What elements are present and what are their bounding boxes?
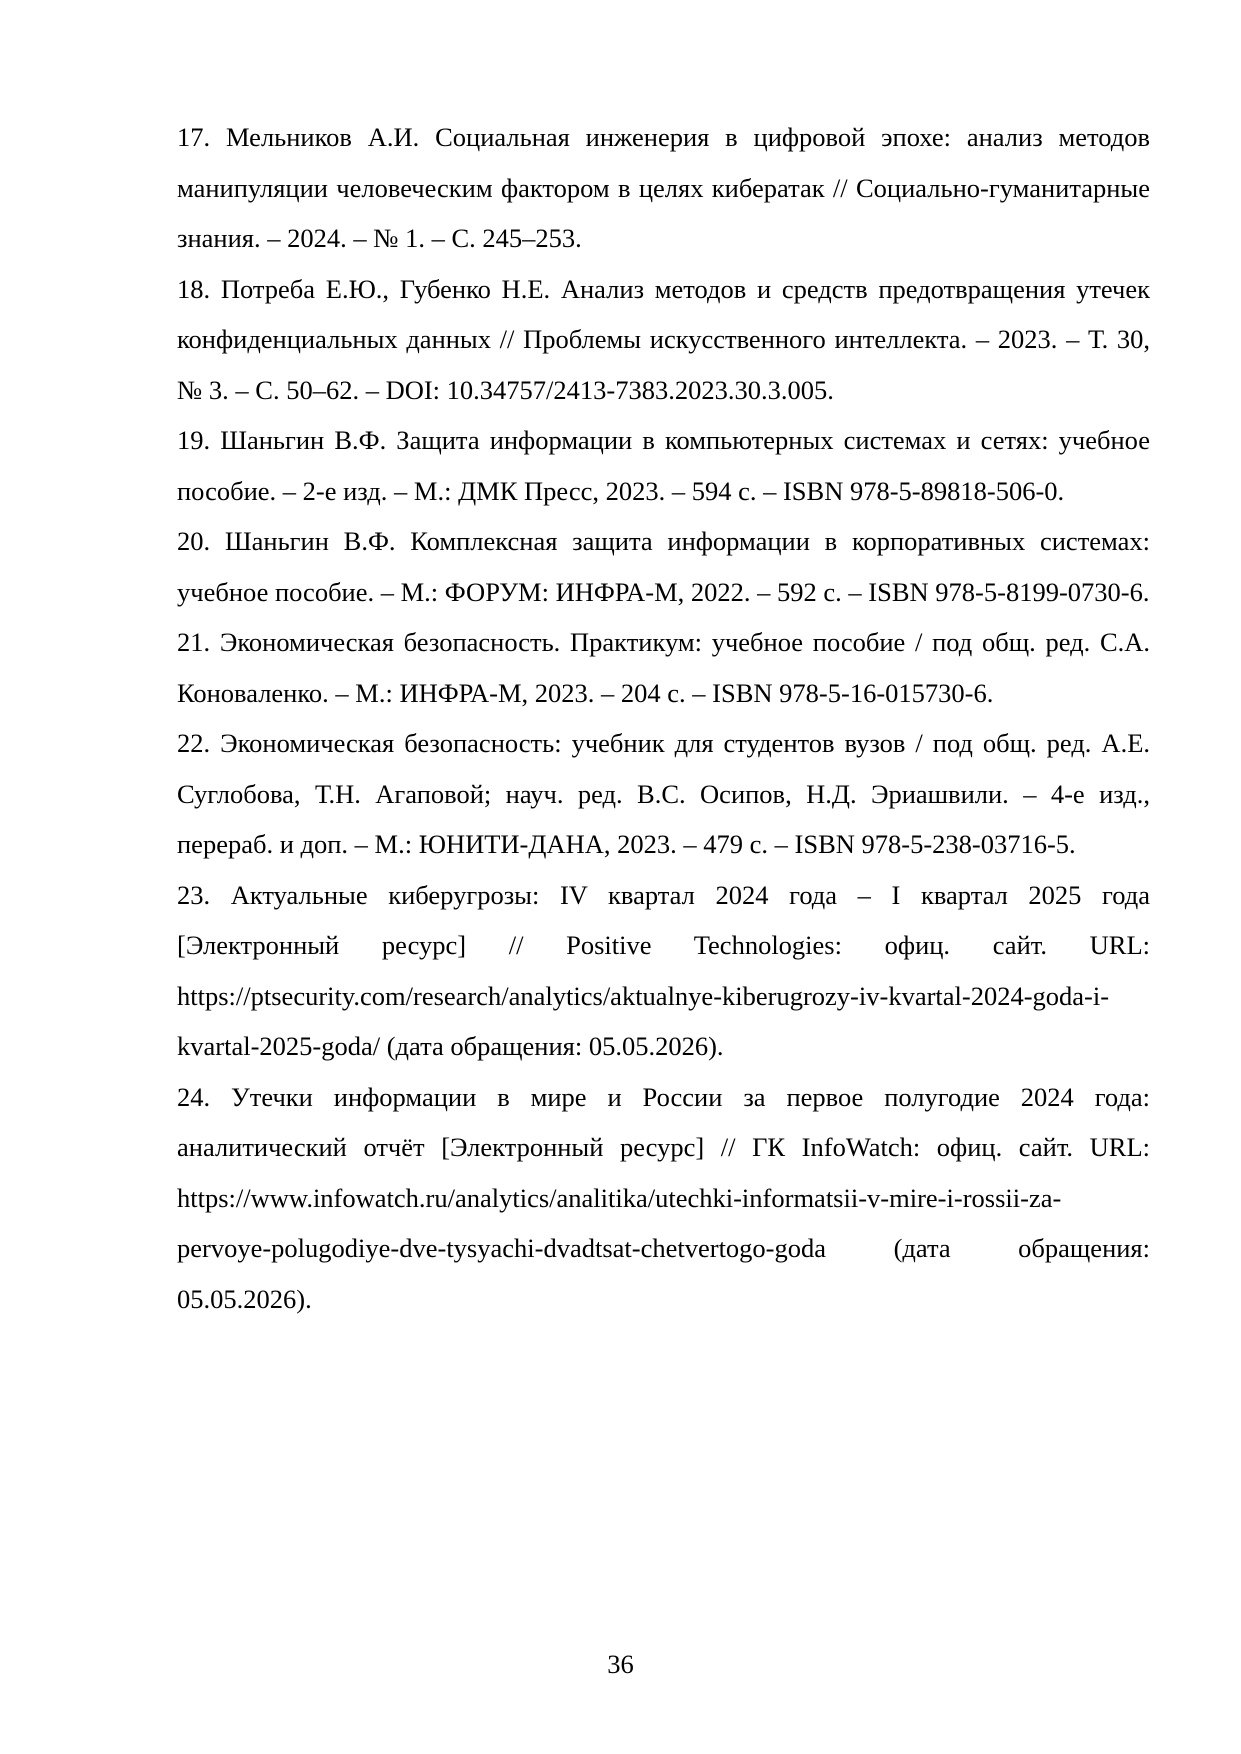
reference-number: 17.: [177, 122, 211, 152]
reference-number: 22.: [177, 728, 211, 758]
reference-item-21: [177, 617, 1150, 718]
reference-number: 24.: [177, 1081, 211, 1112]
reference-number: 23.: [177, 879, 211, 910]
reference-item-23: [177, 870, 1150, 1072]
reference-number: 19.: [177, 425, 211, 455]
reference-number: 20.: [177, 526, 211, 556]
reference-text: Актуальные киберугрозы: IV квартал 2024 года – I квартал 2025 года [Электронный ресурс] // Positive Technologies: офиц. сайт. URL: https://ptsecurity.com/research/analytics/aktualnye-kiberugrozy-iv-kvartal-2024-goda-i-kvartal-2025-goda/ (дата обращения: 05.05.2026).: [177, 879, 1150, 1061]
reference-text: Экономическая безопасность. Практикум: учебное пособие / под общ. ред. С.А. Коноваленко. – М.: ИНФРА-М, 2023. – 204 с. – ISBN 978-5-16-015730-6.: [177, 627, 1151, 708]
reference-item-17: [177, 112, 1150, 264]
reference-item-19: [177, 415, 1150, 516]
reference-text: Шаньгин В.Ф. Комплексная защита информации в корпоративных системах: учебное пособие. – М.: ФОРУМ: ИНФРА-М, 2022. – 592 с. – ISBN 978-5-8199-0730-6.: [177, 526, 1151, 607]
reference-item-24: [177, 1072, 1150, 1325]
reference-item-18: [177, 264, 1150, 416]
reference-item-22: [177, 718, 1150, 870]
reference-text: Потреба Е.Ю., Губенко Н.Е. Анализ методов и средств предотвращения утечек конфиденциальных данных // Проблемы искусственного интеллекта. – 2023. – Т. 30, № 3. – С. 50–62. – DOI: 10.34757/2413-7383.2023.30.3.005.: [177, 273, 1151, 405]
reference-text: Шаньгин В.Ф. Защита информации в компьютерных системах и сетях: учебное пособие. – 2-е изд. – М.: ДМК Пресс, 2023. – 594 с. – ISBN 978-5-89818-506-0.: [177, 425, 1151, 506]
reference-item-20: [177, 516, 1150, 617]
reference-text: Экономическая безопасность: учебник для студентов вузов / под общ. ред. А.Е. Суглобова, Т.Н. Агаповой; науч. ред. В.С. Осипов, Н.Д. Эриашвили. – 4-е изд., перераб. и доп. – М.: ЮНИТИ-ДАНА, 2023. – 479 с. – ISBN 978-5-238-03716-5.: [177, 728, 1151, 859]
reference-text: Утечки информации в мире и России за первое полугодие 2024 года: аналитический отчёт [Электронный ресурс] // ГК InfoWatch: офиц. сайт. URL: https://www.infowatch.ru/analytics/analitika/utechki-informatsii-v-mire-i-rossii-za-pervoye-polugodiye-dve-tysyachi-dvadtsat-chetvertogo-goda (дата обращения: 05.05.2026).: [177, 1081, 1150, 1314]
page-number: 36: [607, 1649, 634, 1679]
reference-list: [177, 112, 1150, 1324]
reference-number: 18.: [177, 273, 211, 304]
reference-text: Мельников А.И. Социальная инженерия в цифровой эпохе: анализ методов манипуляции человеческим фактором в целях кибератак // Социально-гуманитарные знания. – 2024. – № 1. – С. 245–253.: [177, 122, 1150, 253]
reference-number: 21.: [177, 627, 211, 657]
